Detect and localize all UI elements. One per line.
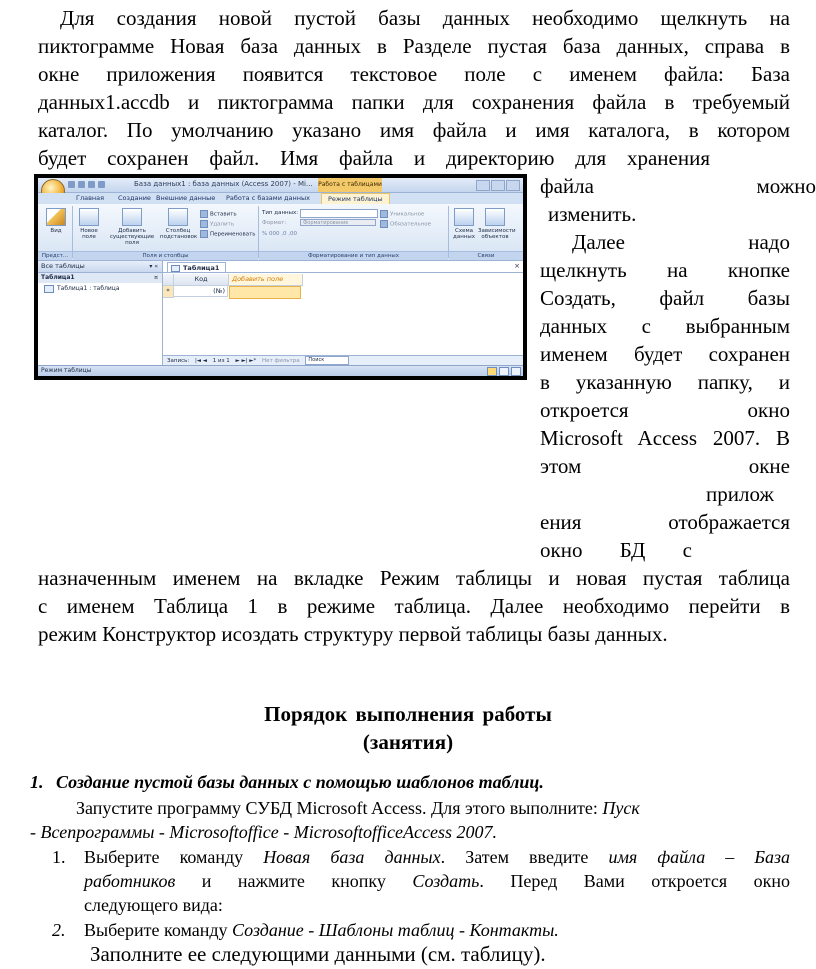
table-icon <box>44 285 54 293</box>
final-line: Заполните ее следующими данными (см. таблицу). <box>90 942 546 966</box>
side-line-7: именем будет сохранен <box>540 342 790 366</box>
next-record-icon: ► ►| ►* <box>235 358 257 364</box>
view-buttons <box>485 367 521 376</box>
side-line-11: этом окне <box>540 454 790 478</box>
window-title: База данных1 : база данных (Access 2007) - Mi... <box>134 180 313 188</box>
column-header-code: Код <box>174 274 229 286</box>
side-line-8: в указанную папку, и <box>540 370 790 394</box>
tab-home: Главная <box>76 194 105 202</box>
add-existing-fields-button: Добавить существующие поля <box>106 208 158 246</box>
tab-create: Создание <box>118 194 151 202</box>
after-line-2: с именем Таблица 1 в режиме таблица. Далее необходимо перейти в <box>38 594 790 618</box>
side-line-12: прилож <box>706 482 774 506</box>
filter-indicator: Нет фильтра <box>262 358 300 364</box>
nav-group-header: Таблица1 ¤ <box>38 273 162 283</box>
intro-line-3: окне приложения появится текстовое поле с именем файла: База <box>38 62 790 86</box>
tab-datasheet: Режим таблицы <box>321 193 390 205</box>
tab-external-data: Внешние данные <box>156 194 216 202</box>
intro-line-4: данных1.accdb и пиктограмма папки для сохранения файла в требуемый <box>38 90 790 114</box>
group-fields-label: Поля и столбцы <box>73 251 258 260</box>
side-line-13: ения отображается <box>540 510 790 534</box>
after-line-1: назначенным именем на вкладке Режим таблицы и новая пустая таблица <box>38 566 790 590</box>
collapse-icon: ¤ <box>154 274 158 281</box>
close-icon: × <box>514 262 520 270</box>
chevron-down-icon: ▾ « <box>149 263 158 270</box>
quick-access-toolbar <box>68 181 114 189</box>
rename-button: Переименовать <box>200 230 256 238</box>
status-bar: Режим таблицы <box>38 365 523 376</box>
navigation-pane <box>38 261 163 366</box>
dependencies-icon <box>485 208 505 226</box>
intro-line-5: каталог. По умолчанию указано имя файла и имя каталога, в котором <box>38 118 790 142</box>
side-line-6: данных с выбранным <box>540 314 790 338</box>
rename-icon <box>200 230 208 238</box>
nav-pane-header: Все таблицы ▾ « <box>38 261 162 273</box>
section-heading-line-1: Порядок выполнения работы <box>264 702 552 726</box>
insert-icon <box>200 210 208 218</box>
dependencies-button: Зависимости объектов <box>478 208 512 240</box>
column-header-add-field: Добавить поле <box>229 274 303 286</box>
group-views-label: Предст... <box>38 251 72 260</box>
data-type-select <box>300 209 378 218</box>
group-relationships-label: Связи <box>449 251 523 260</box>
lookup-icon <box>168 208 188 226</box>
side-line-14: окно БД с <box>540 538 692 562</box>
ribbon <box>38 204 523 261</box>
step-1-line-2: работников и нажмите кнопку Создать. Перед Вами откроется окно <box>84 871 791 891</box>
side-line-1: файла можно <box>540 174 816 198</box>
relationships-button: Схема данных <box>452 208 476 240</box>
row-selector-header <box>163 274 174 286</box>
lookup-column-button: Столбец подстановок <box>160 208 196 240</box>
step-1-number: 1. <box>52 847 66 867</box>
new-row-marker: * <box>163 286 174 298</box>
tab-database-tools: Работа с базами данных <box>226 194 310 202</box>
new-row-code-cell: (№) <box>174 286 228 297</box>
title-bar <box>38 178 523 193</box>
step-2-text: Выберите команду Создание - Шаблоны таблиц - Контакты. <box>84 920 559 940</box>
nav-item-table: Таблица1 : таблица <box>38 283 162 294</box>
table-icon <box>171 265 180 272</box>
step-1-line-1: Выберите команду Новая база данных. Затем введите имя файла – База <box>84 847 791 867</box>
insert-button: Вставить <box>200 210 237 218</box>
intro-line-6: будет сохранен файл. Имя файла и директорию для хранения <box>38 146 710 170</box>
format-label: Формат: <box>262 220 287 226</box>
step-2-number: 2. <box>52 920 66 940</box>
record-navigator: Запись: |◄ ◄ 1 из 1 ► ►| ►* Нет фильтра Поиск <box>163 355 523 366</box>
access-screenshot <box>34 174 527 380</box>
section-heading-line-2: (занятия) <box>362 730 454 754</box>
delete-icon <box>200 220 208 228</box>
item-1-number: 1. <box>30 772 44 792</box>
item-1-title: Создание пустой базы данных с помощью шаблонов таблиц. <box>56 772 544 792</box>
window-buttons <box>475 180 520 193</box>
item-1-heading <box>30 770 544 794</box>
unique-check-icon <box>380 210 388 218</box>
side-line-10: Microsoft Access 2007. В <box>540 426 790 450</box>
side-line-9: откроется окно <box>540 398 790 422</box>
ribbon-tabs <box>38 193 523 204</box>
side-line-2: изменить. <box>548 202 637 226</box>
intro-line-1: Для создания новой пустой базы данных необходимо щелкнуть на <box>60 6 790 30</box>
view-icon <box>46 208 66 226</box>
new-field-icon <box>79 208 99 226</box>
data-type-label: Тип данных: <box>262 210 299 216</box>
add-fields-icon <box>122 208 142 226</box>
number-format-icons: % 000 ,0 ,00 <box>262 231 297 237</box>
view-button: Вид <box>44 208 68 234</box>
run-instruction: Запустите программу СУБД Microsoft Access. Для этого выполните: Пуск <box>76 798 640 818</box>
after-line-3: режим Конструктор исоздать структуру первой таблицы базы данных. <box>38 622 668 646</box>
first-record-icon: |◄ ◄ <box>194 358 207 364</box>
step-1-line-3: следующего вида: <box>84 895 223 915</box>
side-line-3: Далее надо <box>572 230 790 254</box>
side-line-5: Создать, файл базы <box>540 286 790 310</box>
delete-button: Удалить <box>200 220 234 228</box>
search-box: Поиск <box>305 356 349 365</box>
side-line-4: щелкнуть на кнопке <box>540 258 790 282</box>
relationships-icon <box>454 208 474 226</box>
context-header: Работа с таблицами <box>318 178 382 192</box>
document-area <box>163 261 523 366</box>
run-path: - Всепрограммы - Microsoftoffice - MicrosoftofficeAccess 2007. <box>30 822 497 842</box>
format-select: Форматирование <box>300 219 376 226</box>
required-check-icon <box>380 220 388 228</box>
document-tab: Таблица1 <box>167 262 226 273</box>
unique-checkbox: Уникальное <box>380 210 424 218</box>
required-checkbox: Обязательное <box>380 220 431 228</box>
group-format-label: Форматирование и тип данных <box>259 251 448 260</box>
new-field-button: Новое поле <box>76 208 102 240</box>
new-row-add-cell <box>229 286 301 299</box>
intro-line-2: пиктограмме Новая база данных в Разделе пустая база данных, справа в <box>38 34 790 58</box>
